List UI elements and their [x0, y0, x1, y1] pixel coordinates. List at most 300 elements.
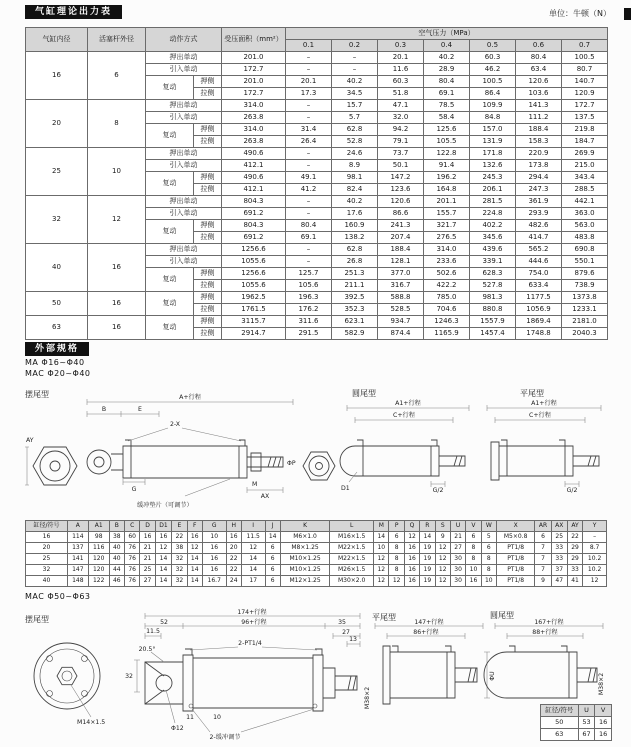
table-cell: 10 — [88, 148, 146, 196]
table-cell: M8×1.25 — [280, 543, 329, 554]
table-cell: 14 — [155, 565, 172, 576]
column-header: V — [595, 705, 612, 717]
dim-label-b: B — [101, 406, 107, 413]
mac-front-bolt-hole — [82, 656, 88, 662]
dim-label-11: 11 — [186, 714, 194, 721]
table-cell: 80.7 — [562, 64, 608, 76]
table-cell: 12 — [88, 196, 146, 244]
table-cell: 251.3 — [332, 268, 378, 280]
table-cell: 8.9 — [332, 160, 378, 172]
table-cell: 24 — [226, 576, 241, 587]
dim-label-ax: AX — [260, 493, 270, 500]
column-header: 缸径/符号 — [26, 521, 68, 532]
table-cell: 86.6 — [378, 208, 424, 220]
table-cell: 30 — [450, 554, 465, 565]
column-header: U — [450, 521, 465, 532]
table-row — [26, 196, 608, 208]
table-cell: 281.5 — [470, 196, 516, 208]
table-cell: 25 — [551, 532, 567, 543]
table-cell: 押出单动 — [146, 100, 222, 112]
table-cell: 147 — [67, 565, 88, 576]
dim-label-port: 2-PT1/4 — [238, 640, 262, 647]
mac-front-hex-nut — [57, 667, 77, 684]
table-cell: 128.1 — [378, 256, 424, 268]
table-cell: 28.9 — [424, 64, 470, 76]
table-cell: 527.8 — [470, 280, 516, 292]
table-cell: 20.1 — [286, 76, 332, 88]
table-cell: 6 — [265, 565, 280, 576]
mac-tail-pin-hole — [156, 675, 172, 691]
column-header: U — [578, 705, 595, 717]
tail-clevis-eye — [87, 450, 111, 474]
force-table-header — [26, 28, 608, 52]
table-cell: 30 — [450, 576, 465, 587]
table-row — [26, 52, 608, 64]
table-cell: 49.1 — [286, 172, 332, 184]
table-cell: 6 — [88, 52, 146, 100]
table-cell: 19 — [420, 543, 435, 554]
table-cell: 22 — [226, 565, 241, 576]
table-cell: 3115.7 — [222, 316, 286, 328]
table-cell: 211.1 — [332, 280, 378, 292]
dim-label-d1: D1 — [341, 485, 350, 492]
table-cell: 10.2 — [583, 565, 607, 576]
table-cell: 19 — [420, 565, 435, 576]
force-output-table — [25, 27, 608, 340]
table-cell: 7 — [535, 543, 551, 554]
table-cell: 6 — [481, 543, 496, 554]
table-cell: 16.7 — [202, 576, 226, 587]
table-cell: 33 — [551, 554, 567, 565]
table-cell: 17 — [241, 576, 265, 587]
table-cell: 10 — [374, 543, 389, 554]
table-cell: 98 — [88, 532, 109, 543]
table-cell: 6 — [466, 532, 481, 543]
column-header: 0.2 — [332, 40, 378, 52]
table-cell: 116 — [88, 543, 109, 554]
table-cell: 1056.9 — [516, 304, 562, 316]
table-cell: 78.5 — [424, 100, 470, 112]
column-header: 0.6 — [516, 40, 562, 52]
table-cell: 9 — [535, 576, 551, 587]
table-cell: 引入单动 — [146, 112, 222, 124]
table-cell: 352.3 — [332, 304, 378, 316]
dim-label-flat-body: 86+行程 — [413, 629, 439, 636]
table-cell: 14 — [241, 565, 265, 576]
cushion-pad-note: 缓冲垫片（可调节） — [137, 502, 193, 509]
table-cell: 60.3 — [378, 76, 424, 88]
dim-label-rod-thread: M14×1.5 — [77, 719, 106, 726]
table-cell: 31.4 — [286, 124, 332, 136]
table-cell: 69.1 — [424, 88, 470, 100]
table-cell: 9 — [435, 532, 450, 543]
table-cell: 7 — [535, 554, 551, 565]
table-cell: PT1/8 — [496, 576, 534, 587]
table-cell: 633.4 — [516, 280, 562, 292]
table-cell: 41.2 — [286, 184, 332, 196]
dim-label-g-half: G/2 — [432, 487, 444, 494]
table-cell: 25 — [26, 554, 68, 565]
table-cell: 140.7 — [562, 76, 608, 88]
table-cell: 439.6 — [470, 244, 516, 256]
table-cell: 62.8 — [332, 124, 378, 136]
column-header: 0.4 — [424, 40, 470, 52]
table-cell: 40.2 — [332, 76, 378, 88]
mac-round-body-outline — [484, 646, 597, 698]
table-cell: 100.5 — [562, 52, 608, 64]
table-cell: 押出单动 — [146, 196, 222, 208]
section-title-specs: 外部规格 — [25, 342, 89, 356]
table-cell: 704.6 — [424, 304, 470, 316]
table-cell: 623.1 — [332, 316, 378, 328]
table-cell: 103.6 — [516, 88, 562, 100]
table-cell: 220.9 — [516, 148, 562, 160]
dim-label-a-stroke: A+行程 — [179, 394, 201, 401]
dimension-header-row — [26, 521, 607, 532]
uv-header-row — [541, 705, 612, 717]
table-cell: 120.6 — [378, 196, 424, 208]
table-cell: 981.3 — [470, 292, 516, 304]
table-cell: 314.0 — [222, 124, 286, 136]
ma-range-note: MA Φ16~Φ40 — [25, 358, 85, 367]
table-cell: 1246.3 — [424, 316, 470, 328]
table-cell: 442.1 — [562, 196, 608, 208]
table-cell: 414.7 — [516, 232, 562, 244]
ma-type-label-tail: 摆尾型 — [25, 390, 49, 399]
table-cell: 172.7 — [222, 88, 286, 100]
column-header: A1 — [88, 521, 109, 532]
table-cell: 24.6 — [332, 148, 378, 160]
col-header-bore: 气缸内径 — [26, 28, 88, 52]
table-cell: 22 — [567, 532, 582, 543]
column-header: K — [280, 521, 329, 532]
table-cell: 16 — [26, 532, 68, 543]
table-cell: 207.4 — [378, 232, 424, 244]
table-row — [541, 729, 612, 741]
table-cell: 1748.8 — [516, 328, 562, 340]
mac-front-bolt-hole — [47, 691, 53, 697]
table-cell: 86.4 — [470, 88, 516, 100]
table-cell: 588.8 — [378, 292, 424, 304]
table-cell: 120 — [88, 554, 109, 565]
table-cell: 241.3 — [378, 220, 424, 232]
table-cell: – — [286, 112, 332, 124]
column-header: D — [140, 521, 155, 532]
table-cell: 16 — [88, 244, 146, 292]
table-cell: 1233.1 — [562, 304, 608, 316]
mac-front-bolt-hole — [47, 656, 53, 662]
table-row — [541, 717, 612, 729]
table-cell: 38 — [109, 532, 124, 543]
dim-label-52: 52 — [160, 619, 168, 626]
dim-label-port-2x: 2-X — [169, 421, 181, 428]
table-cell: 105.5 — [424, 136, 470, 148]
table-cell: – — [286, 100, 332, 112]
table-cell: 172.7 — [562, 100, 608, 112]
table-cell: 111.2 — [516, 112, 562, 124]
table-cell: 复动 — [146, 220, 194, 244]
cushion-adjuster-screw — [189, 704, 193, 708]
table-cell: – — [286, 208, 332, 220]
round-front-inner-circle — [316, 463, 323, 470]
table-cell: 314.0 — [222, 100, 286, 112]
table-cell: 16 — [404, 543, 419, 554]
dim-label-35: 35 — [338, 619, 346, 626]
table-cell: 184.7 — [562, 136, 608, 148]
table-cell: 32 — [172, 554, 187, 565]
table-cell: 1177.5 — [516, 292, 562, 304]
table-cell: 16 — [226, 532, 241, 543]
table-cell: 321.7 — [424, 220, 470, 232]
mac-type-label-round: 圆尾型 — [490, 611, 514, 620]
table-cell: 157.0 — [470, 124, 516, 136]
table-cell: 53 — [578, 717, 595, 729]
column-header: Q — [404, 521, 419, 532]
table-cell: 复动 — [146, 292, 194, 316]
table-cell: 29 — [567, 554, 582, 565]
table-cell: 563.0 — [562, 220, 608, 232]
uv-table-body — [541, 717, 612, 741]
table-cell: 复动 — [146, 316, 194, 340]
table-cell: 16 — [202, 543, 226, 554]
table-cell: 16 — [202, 565, 226, 576]
table-cell: 50 — [26, 292, 88, 316]
table-cell: 155.7 — [424, 208, 470, 220]
table-cell: 63.4 — [516, 64, 562, 76]
table-cell: 105.6 — [286, 280, 332, 292]
table-cell: 16 — [140, 532, 155, 543]
table-cell: 14 — [187, 554, 202, 565]
table-cell: 40 — [26, 244, 88, 292]
table-cell: 2914.7 — [222, 328, 286, 340]
table-cell: M10×1.25 — [280, 554, 329, 565]
table-cell: 141.3 — [516, 100, 562, 112]
table-cell: 76 — [124, 543, 139, 554]
table-cell: 37 — [551, 565, 567, 576]
table-cell: 8 — [481, 565, 496, 576]
column-header: S — [435, 521, 450, 532]
tail-clevis-hole — [94, 457, 104, 467]
table-cell: 押侧 — [194, 124, 222, 136]
table-cell: – — [332, 64, 378, 76]
flat-body-outline — [491, 440, 599, 480]
table-cell: 12 — [404, 532, 419, 543]
table-cell: 738.9 — [562, 280, 608, 292]
table-cell: 263.8 — [222, 112, 286, 124]
table-cell: 22 — [172, 532, 187, 543]
table-cell: 76 — [124, 576, 139, 587]
table-cell: 27 — [140, 576, 155, 587]
table-cell: 12 — [435, 543, 450, 554]
mac-range-note: MAC Φ20~Φ40 — [25, 369, 91, 378]
table-cell: 263.8 — [222, 136, 286, 148]
table-cell: 294.4 — [516, 172, 562, 184]
table-cell: 14 — [155, 554, 172, 565]
mac-tail-body-outline — [145, 649, 357, 711]
table-cell: M16×1.5 — [330, 532, 374, 543]
column-header: AY — [567, 521, 582, 532]
table-cell: PT1/8 — [496, 543, 534, 554]
table-cell: 押侧 — [194, 268, 222, 280]
column-header: A — [67, 521, 88, 532]
table-cell: 215.0 — [562, 160, 608, 172]
dim-label-m: M — [252, 481, 258, 488]
dim-label-pin-hole: Φ12 — [171, 725, 184, 732]
table-cell: 押侧 — [194, 220, 222, 232]
table-cell: 5.7 — [332, 112, 378, 124]
table-cell: 46 — [109, 576, 124, 587]
ma-tail-drawing — [25, 393, 296, 509]
table-cell: – — [286, 64, 332, 76]
dim-label-nose-thread: M38×2 — [598, 672, 605, 696]
table-cell: 12 — [155, 543, 172, 554]
table-cell: 12 — [435, 576, 450, 587]
table-cell: 21 — [140, 543, 155, 554]
unit-note: 单位：牛顿（N） — [549, 9, 611, 18]
table-cell: 224.8 — [470, 208, 516, 220]
table-cell: 1373.8 — [562, 292, 608, 304]
dim-label-overall: 174+行程 — [237, 609, 267, 616]
dim-label-flat-overall: 147+行程 — [414, 619, 444, 626]
table-cell: 176.2 — [286, 304, 332, 316]
table-cell: 444.6 — [516, 256, 562, 268]
table-row — [26, 244, 608, 256]
table-cell: 1165.9 — [424, 328, 470, 340]
table-cell: M22×1.5 — [330, 554, 374, 565]
table-cell: 16 — [404, 565, 419, 576]
table-cell: 483.8 — [562, 232, 608, 244]
table-cell: 84.8 — [470, 112, 516, 124]
table-cell: 1962.5 — [222, 292, 286, 304]
table-cell: M22×1.5 — [330, 543, 374, 554]
table-cell: 172.7 — [222, 64, 286, 76]
table-cell: 160.9 — [332, 220, 378, 232]
table-cell: 147.2 — [378, 172, 424, 184]
column-header: E — [172, 521, 187, 532]
dim-label-27: 27 — [342, 629, 350, 636]
table-cell: 137 — [67, 543, 88, 554]
table-cell: 拉侧 — [194, 184, 222, 196]
dim-label-11-5: 11.5 — [146, 628, 160, 635]
table-cell: 528.5 — [378, 304, 424, 316]
table-cell: 复动 — [146, 172, 194, 196]
table-cell: 123.6 — [378, 184, 424, 196]
table-cell: 109.9 — [470, 100, 516, 112]
table-cell: 21 — [140, 554, 155, 565]
dim-label-13: 13 — [349, 636, 357, 643]
table-cell: 14 — [187, 576, 202, 587]
table-cell: 392.5 — [332, 292, 378, 304]
table-cell: 12 — [583, 576, 607, 587]
table-row — [26, 554, 607, 565]
dim-label-a1-stroke: A1+行程 — [395, 400, 421, 407]
table-cell: 10 — [466, 565, 481, 576]
table-cell: 押侧 — [194, 172, 222, 184]
table-cell: – — [286, 196, 332, 208]
table-cell: 引入单动 — [146, 64, 222, 76]
table-cell: 12 — [389, 576, 404, 587]
table-cell: 137.5 — [562, 112, 608, 124]
table-cell: 押出单动 — [146, 244, 222, 256]
column-header: I — [241, 521, 265, 532]
tail-dimension-lines — [87, 399, 293, 496]
table-cell: 58.4 — [424, 112, 470, 124]
table-cell: 412.1 — [222, 160, 286, 172]
table-cell: 32 — [172, 576, 187, 587]
table-cell: 40 — [26, 576, 68, 587]
table-cell: 293.9 — [516, 208, 562, 220]
table-cell: 201.0 — [222, 52, 286, 64]
table-cell: 30 — [450, 565, 465, 576]
table-cell: 15.7 — [332, 100, 378, 112]
column-header: 0.7 — [562, 40, 608, 52]
dim-label-32: 32 — [125, 673, 133, 680]
table-cell: 12 — [435, 554, 450, 565]
table-cell: 80.4 — [516, 52, 562, 64]
table-cell: 6 — [535, 532, 551, 543]
table-cell: M5×0.8 — [496, 532, 534, 543]
table-cell: 41 — [567, 576, 582, 587]
table-cell: 363.0 — [562, 208, 608, 220]
table-cell: 16 — [595, 717, 612, 729]
table-row — [26, 100, 608, 112]
table-cell: 38 — [172, 543, 187, 554]
force-table-body — [26, 52, 608, 340]
table-cell: 804.3 — [222, 220, 286, 232]
table-cell: 345.6 — [470, 232, 516, 244]
section-title-force-table: 气缸理论出力表 — [25, 5, 122, 19]
table-cell: 691.2 — [222, 232, 286, 244]
table-cell: 247.3 — [516, 184, 562, 196]
table-cell: 343.4 — [562, 172, 608, 184]
cushion-adjust-note: 2-缓冲调节 — [209, 734, 241, 741]
table-cell: 16 — [155, 532, 172, 543]
table-cell: 46.2 — [470, 64, 516, 76]
table-cell: – — [286, 52, 332, 64]
dim-label-e: E — [138, 406, 142, 413]
table-cell: 14 — [155, 576, 172, 587]
tail-ay-dim-line — [25, 447, 29, 485]
mac-flat-drawing — [375, 618, 496, 704]
mac2-range-note: MAC Φ50~Φ63 — [25, 592, 91, 601]
table-cell: – — [286, 256, 332, 268]
table-cell: 52.8 — [332, 136, 378, 148]
dimension-table-body — [26, 532, 607, 587]
round-front-outer-circle — [309, 456, 329, 476]
table-cell: 934.7 — [378, 316, 424, 328]
table-cell: 206.1 — [470, 184, 516, 196]
table-cell: 245.3 — [470, 172, 516, 184]
table-cell: 14 — [374, 532, 389, 543]
col-header-action: 动作方式 — [146, 28, 222, 52]
table-cell: 1761.5 — [222, 304, 286, 316]
table-row — [26, 565, 607, 576]
table-cell: 122 — [88, 576, 109, 587]
dim-label-c-stroke: C+行程 — [529, 412, 551, 419]
table-cell: 12 — [374, 554, 389, 565]
table-cell: 79.1 — [378, 136, 424, 148]
table-cell: 502.6 — [424, 268, 470, 280]
table-cell: 押出单动 — [146, 52, 222, 64]
table-cell: 132.6 — [470, 160, 516, 172]
dim-label-phi-u: ΦU — [489, 671, 496, 681]
tail-front-outer-circle — [40, 451, 70, 481]
dimension-table — [25, 520, 607, 587]
table-row — [26, 148, 608, 160]
dimension-table-header — [26, 521, 607, 532]
table-cell: 7 — [535, 565, 551, 576]
table-cell: 1055.6 — [222, 256, 286, 268]
